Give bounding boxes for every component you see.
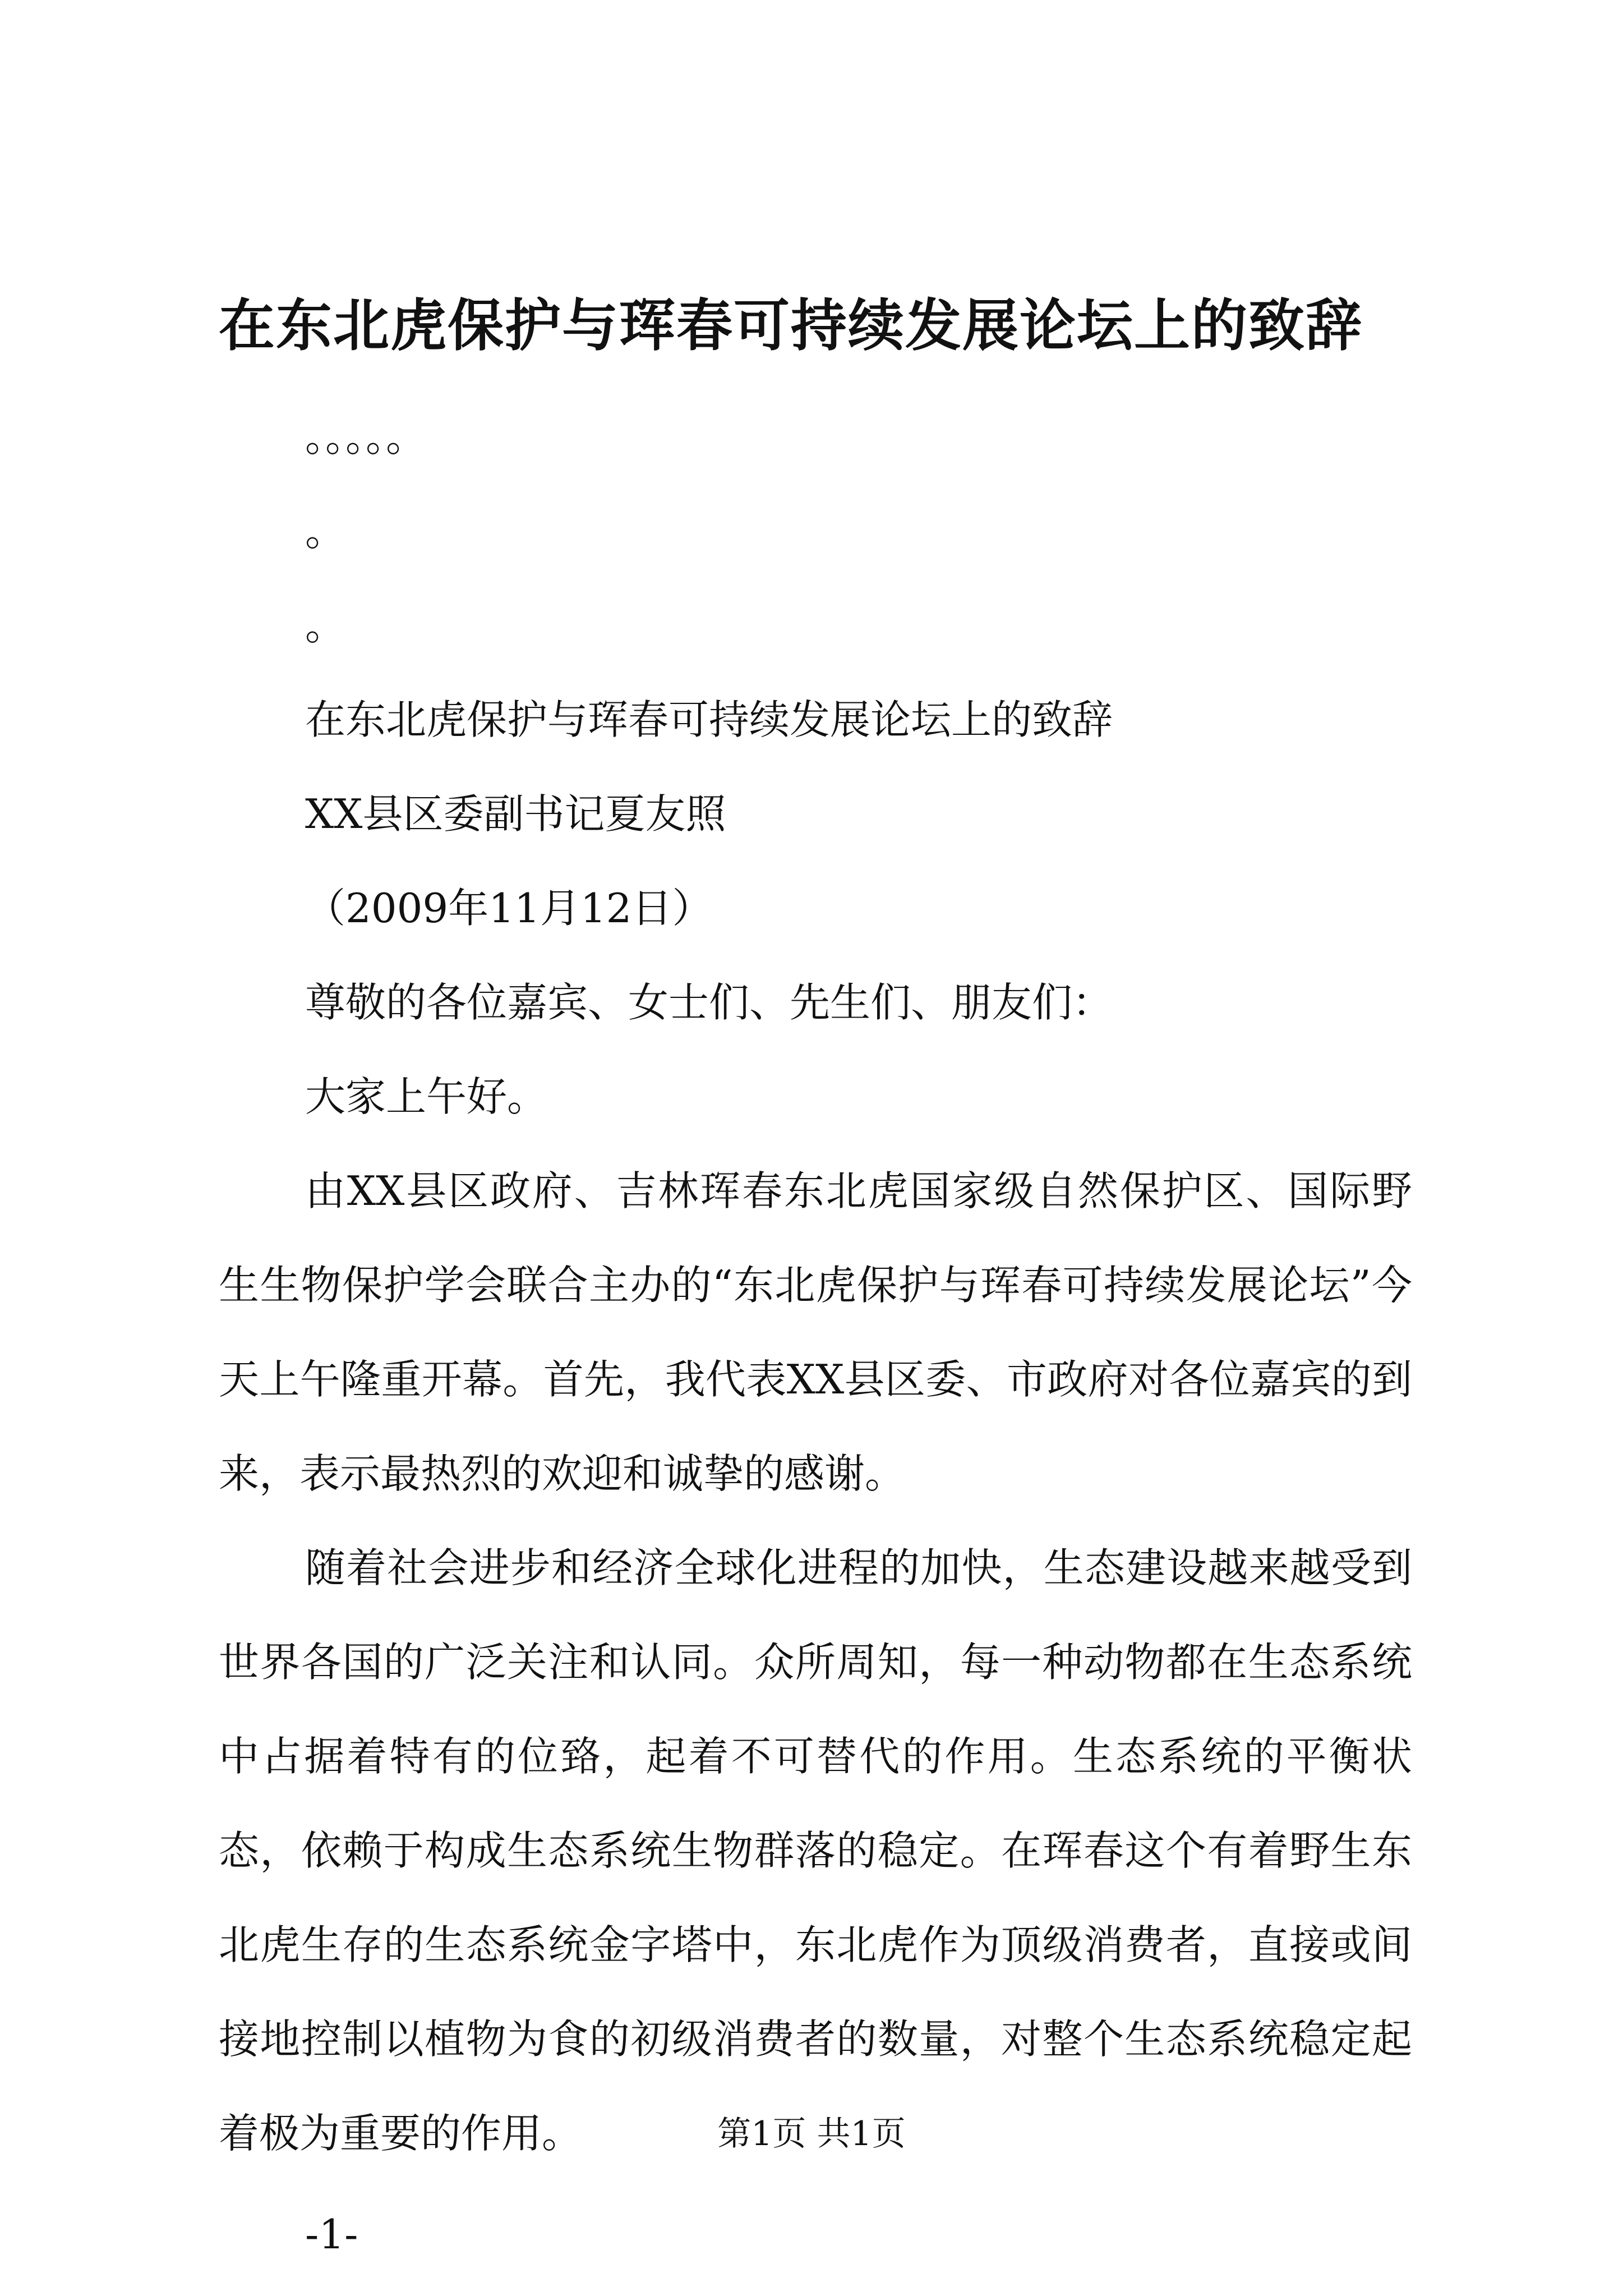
period-line: 。	[305, 508, 346, 555]
salutation-line: 尊敬的各位嘉宾、女士们、先生们、朋友们：	[305, 979, 1113, 1026]
date-line: （2009年11月12日）	[305, 885, 713, 932]
period-line: 。	[305, 602, 346, 649]
speech-title-line: 在东北虎保护与珲春可持续发展论坛上的致辞	[305, 696, 1113, 743]
greeting-line: 大家上午好。	[305, 1073, 548, 1120]
speaker-line: XX县区委副书记夏友照	[305, 790, 726, 838]
page-marker: -1-	[305, 2211, 358, 2258]
document-title: 在东北虎保护与珲春可持续发展论坛上的致辞	[219, 292, 1363, 358]
ellipsis-line: 。。。。。	[305, 413, 427, 461]
body-paragraph: 随着社会进步和经济全球化进程的加快，生态建设越来越受到世界各国的广泛关注和认同。众所周知，每一种动物都在生态系统中占据着特有的位臵，起着不可替代的作用。生态系统的平衡状态，依赖于构成生态系统生物群落的稳定。在珲春这个有着野生东北虎生存的生态系统金字塔中，东北虎作为顶级消费者，直接或间接地控制以植物为食的初级消费者的数量，对整个生态系统稳定起着极为重要的作用。	[219, 1544, 1412, 2157]
page-footer: 第1页 共1页	[717, 2114, 906, 2154]
document-body	[219, 390, 1412, 2281]
body-paragraph: 由XX县区政府、吉林珲春东北虎国家级自然保护区、国际野生生物保护学会联合主办的“东北虎保护与珲春可持续发展论坛”今天上午隆重开幕。首先，我代表XX县区委、市政府对各位嘉宾的到来，表示最热烈的欢迎和诚挚的感谢。	[219, 1167, 1412, 1497]
